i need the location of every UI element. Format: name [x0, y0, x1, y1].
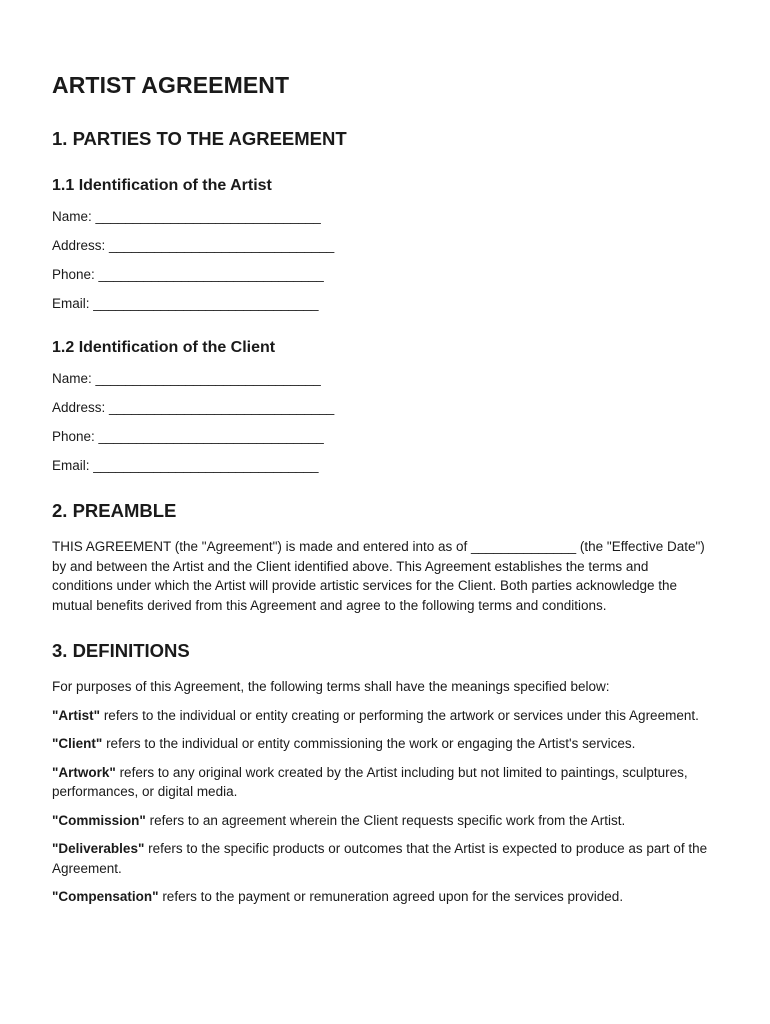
definition-term: "Artist" — [52, 707, 101, 723]
client-phone-field: Phone: ______________________________ — [52, 429, 324, 444]
definition-deliverables — [52, 839, 710, 878]
section-1-heading: 1. PARTIES TO THE AGREEMENT — [52, 128, 347, 149]
artist-identification-heading: 1.1 Identification of the Artist — [52, 177, 272, 194]
definition-term: "Client" — [52, 736, 103, 751]
definition-term: "Artwork" — [52, 764, 116, 780]
client-identification-heading: 1.2 Identification of the Client — [52, 339, 276, 356]
client-fields — [52, 370, 710, 475]
definition-text: refers to the payment or remuneration agreed upon for the services provided. — [158, 889, 624, 904]
definition-text: refers to the specific products or outcomes that the Artist is expected to produce as part of the Agreement. — [52, 841, 708, 876]
client-name-field: Name: ______________________________ — [52, 371, 321, 386]
definition-term: "Commission" — [52, 812, 146, 828]
artist-name-field: Name: ______________________________ — [52, 209, 321, 224]
definition-client — [52, 734, 710, 754]
definition-commission — [52, 811, 710, 831]
document-title: ARTIST AGREEMENT — [52, 72, 290, 98]
definition-text: refers to an agreement wherein the Client requests specific work from the Artist. — [145, 812, 626, 828]
definitions-list — [52, 706, 710, 907]
definition-text: refers to the individual or entity creating or performing the artwork or services under this Agreement. — [100, 707, 699, 723]
definition-compensation — [52, 887, 710, 907]
artist-phone-field: Phone: ______________________________ — [52, 267, 324, 282]
definition-text: refers to the individual or entity commissioning the work or engaging the Artist's services. — [102, 736, 636, 751]
client-address-field: Address: ______________________________ — [52, 400, 335, 415]
definition-term: "Deliverables" — [52, 841, 145, 856]
definition-term: "Compensation" — [52, 889, 159, 904]
definition-text: refers to any original work created by the Artist including but not limited to paintings, sculptures, performances, or digital media. — [52, 764, 688, 799]
section-2-heading: 2. PREAMBLE — [52, 500, 177, 521]
client-email-field: Email: ______________________________ — [52, 458, 319, 473]
section-3-heading: 3. DEFINITIONS — [52, 640, 190, 661]
artist-email-field: Email: ______________________________ — [52, 296, 319, 311]
definitions-intro: For purposes of this Agreement, the following terms shall have the meanings specified below: — [52, 679, 610, 694]
artist-fields — [52, 208, 710, 313]
definition-artwork — [52, 763, 710, 802]
definition-artist — [52, 706, 710, 726]
preamble-paragraph: THIS AGREEMENT (the "Agreement") is made and entered into as of ______________ (the "Effective Date") by and between the Artist and the Client identified above. This Agreement establishes the terms and conditions under which the Artist will provide artistic services for the Client. Both parties acknowledge the mutual benefits derived from this Agreement and agree to the following terms and conditions. — [52, 539, 705, 613]
artist-address-field: Address: ______________________________ — [52, 238, 335, 253]
